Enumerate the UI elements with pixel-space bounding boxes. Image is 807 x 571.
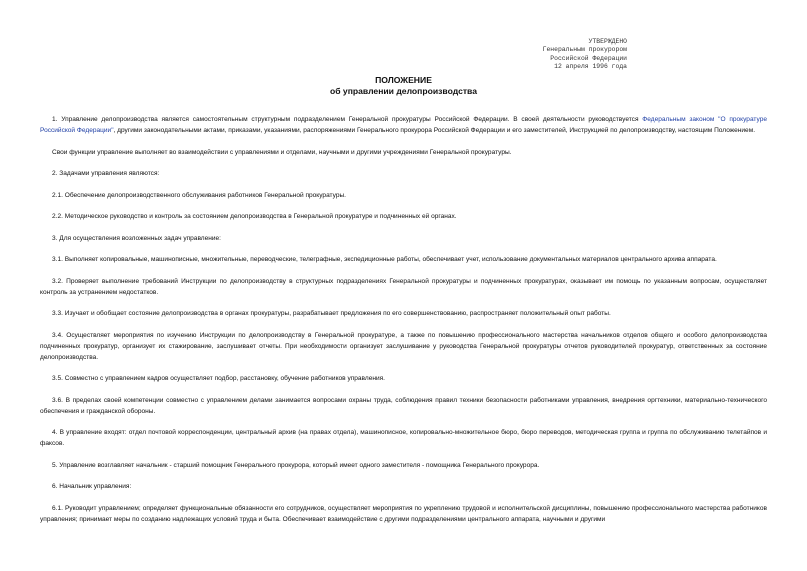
document-body [40, 114, 767, 535]
paragraph: 3.3. Изучает и обобщает состояние делопроизводства в органах прокуратуры, разрабатывает предложения по его совершенствованию, распространяет положительный опыт работы. [52, 310, 611, 317]
approval-line: 12 апреля 1996 года [554, 63, 627, 71]
paragraph: 4. В управление входят: отдел почтовой корреспонденции, центральный архив (на правах отдела), машинописное, копировально-множительное бюро, бюро переводов, методическая группа и группа по обслуживанию телетайпов и факсов. [40, 429, 767, 447]
paragraph: 6.1. Руководит управлением; определяет функциональные обязанности его сотрудников, осуществляет мероприятия по укреплению трудовой и исполнительской дисциплины, повышению профессионального мастерства работников управления; принимает меры по созданию надлежащих условий труда и быта. Обеспечивает взаимодействие с другими подразделениями центрального аппарата, научными и другими [40, 504, 767, 523]
paragraph: 3.1. Выполняет копировальные, машинописные, множительные, переводческие, телеграфные, экспедиционные работы, обеспечивает учет, использование документальных материалов центрального архива аппарата. [52, 256, 717, 263]
approval-line: Генеральным прокурором [542, 46, 627, 54]
approval-line: Российской Федерации [550, 54, 627, 62]
paragraph-text: 1. Управление делопроизводства является самостоятельным структурным подразделением Генеральной прокуратуры Российской Федерации. В своей деятельности руководствуется [52, 116, 643, 123]
subtitle-line: об управлении делопроизводства [329, 86, 478, 96]
paragraph-text: , другими законодательными актами, приказами, указаниями, распоряжениями Генерального прокурора Российской Федерации и его заместителей, Инструкцией по делопроизводству, настоящим Положением. [113, 127, 756, 134]
paragraph: 3.4. Осуществляет мероприятия по изучению Инструкции по делопроизводству в Генеральной прокуратуре, а также по повышению профессионального мастерства начальников отделов общего и особого делопроизводства подчиненных прокуратур, организует их стажирование, заслушивает отчеты. При необходимости организует заслушивание у руководства Генеральной прокуратуры отчетов руководителей прокуратур, ответственных за состояние делопроизводства. [40, 331, 767, 361]
paragraph: 3.5. Совместно с управлением кадров осуществляет подбор, расстановку, обучение работников управления. [52, 375, 385, 382]
paragraph: 3.6. В пределах своей компетенции совместно с управлением делами занимается вопросами охраны труда, соблюдения правил техники безопасности работниками управления, внедрения оргтехники, материально-технического обеспечения и гражданской обороны. [40, 396, 767, 415]
paragraph: 2.2. Методическое руководство и контроль за состоянием делопроизводства в Генеральной прокуратуре и подчиненных ей органах. [52, 213, 457, 220]
paragraph: 3.2. Проверяет выполнение требований Инструкции по делопроизводству в структурных подразделениях Генеральной прокуратуры и подчиненных прокуратурах, оказывает им помощь по указанным вопросам, осуществляет контроль за устранением недостатков. [40, 277, 767, 296]
paragraph: Свои функции управление выполняет во взаимодействии с управлениями и отделами, научными и другими учреждениями Генеральной прокуратуры. [52, 148, 512, 156]
document-title [0, 75, 807, 97]
paragraph: 3. Для осуществления возложенных задач управление: [52, 234, 221, 242]
paragraph: 2. Задачами управления являются: [52, 170, 160, 177]
title-line: ПОЛОЖЕНИЕ [375, 75, 432, 85]
approval-line: УТВЕРЖДЕНО [588, 38, 627, 45]
law-link[interactable]: Федеральным законом "О прокуратуре Российской Федерации" [40, 116, 767, 134]
paragraph: 2.1. Обеспечение делопроизводственного обслуживания работников Генеральной прокуратуры. [52, 191, 346, 199]
approval-stamp [543, 38, 627, 72]
paragraph: 6. Начальник управления: [52, 483, 132, 490]
paragraph [40, 114, 767, 136]
paragraph: 5. Управление возглавляет начальник - старший помощник Генерального прокурора, который имеет одного заместителя - помощника Генерального прокурора. [52, 461, 540, 469]
